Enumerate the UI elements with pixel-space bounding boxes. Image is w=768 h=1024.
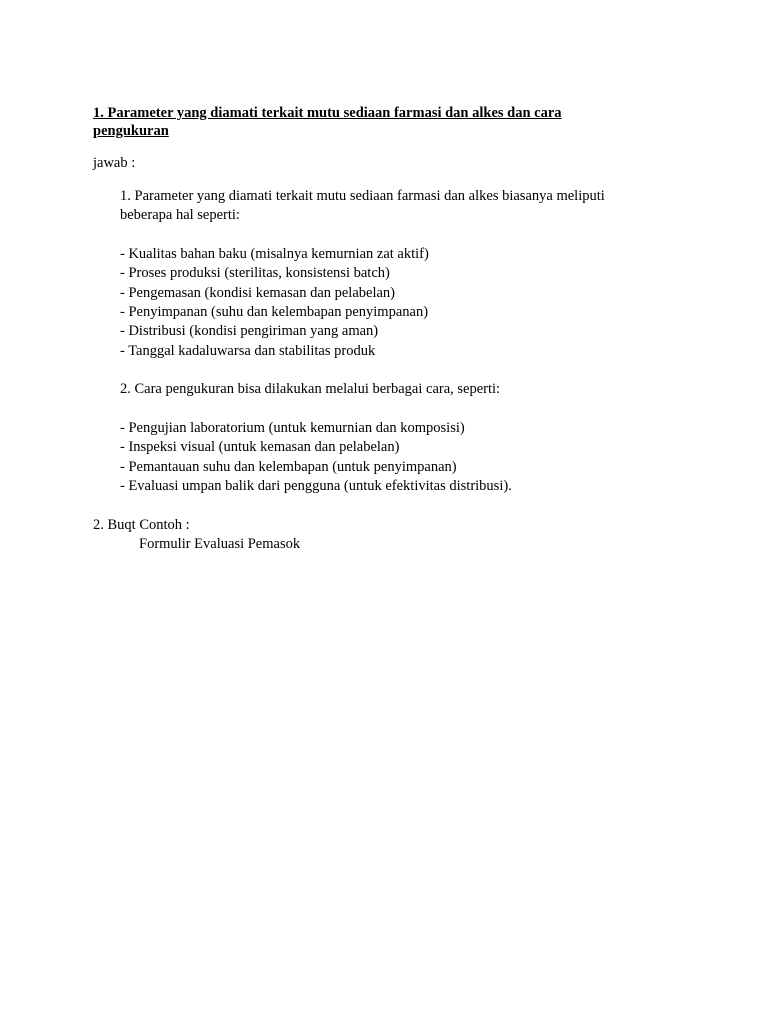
section-2-intro: 2. Cara pengukuran bisa dilakukan melalui berbagai cara, seperti: (120, 381, 501, 397)
question-1-heading: 1. Parameter yang diamati terkait mutu sediaan farmasi dan alkes dan cara pengukuran (93, 105, 562, 139)
section-2-list-item: - Pengujian laboratorium (untuk kemurnian dan komposisi) (120, 420, 465, 436)
section-1-list-item: - Tanggal kadaluwarsa dan stabilitas produk (120, 343, 376, 359)
section-1-intro-line-2: beberapa hal seperti: (120, 207, 240, 223)
section-1-list-item: - Kualitas bahan baku (misalnya kemurnian zat aktif) (120, 246, 429, 262)
section-2-list-item: - Inspeksi visual (untuk kemasan dan pelabelan) (120, 439, 400, 455)
answer-label: jawab : (93, 155, 136, 171)
section-1-intro-line-1: 1. Parameter yang diamati terkait mutu sediaan farmasi dan alkes biasanya meliputi (120, 188, 605, 204)
question-2-label: 2. Buqt Contoh : (93, 517, 190, 533)
section-1-list-item: - Distribusi (kondisi pengiriman yang aman) (120, 323, 379, 339)
section-2-list-item: - Evaluasi umpan balik dari pengguna (untuk efektivitas distribusi). (120, 478, 512, 494)
section-1-list-item: - Pengemasan (kondisi kemasan dan pelabelan) (120, 285, 396, 301)
question-2-example: Formulir Evaluasi Pemasok (139, 536, 301, 552)
section-1-list-item: - Penyimpanan (suhu dan kelembapan penyimpanan) (120, 304, 429, 320)
section-2-list-item: - Pemantauan suhu dan kelembapan (untuk penyimpanan) (120, 459, 457, 475)
section-1-list-item: - Proses produksi (sterilitas, konsistensi batch) (120, 265, 390, 281)
